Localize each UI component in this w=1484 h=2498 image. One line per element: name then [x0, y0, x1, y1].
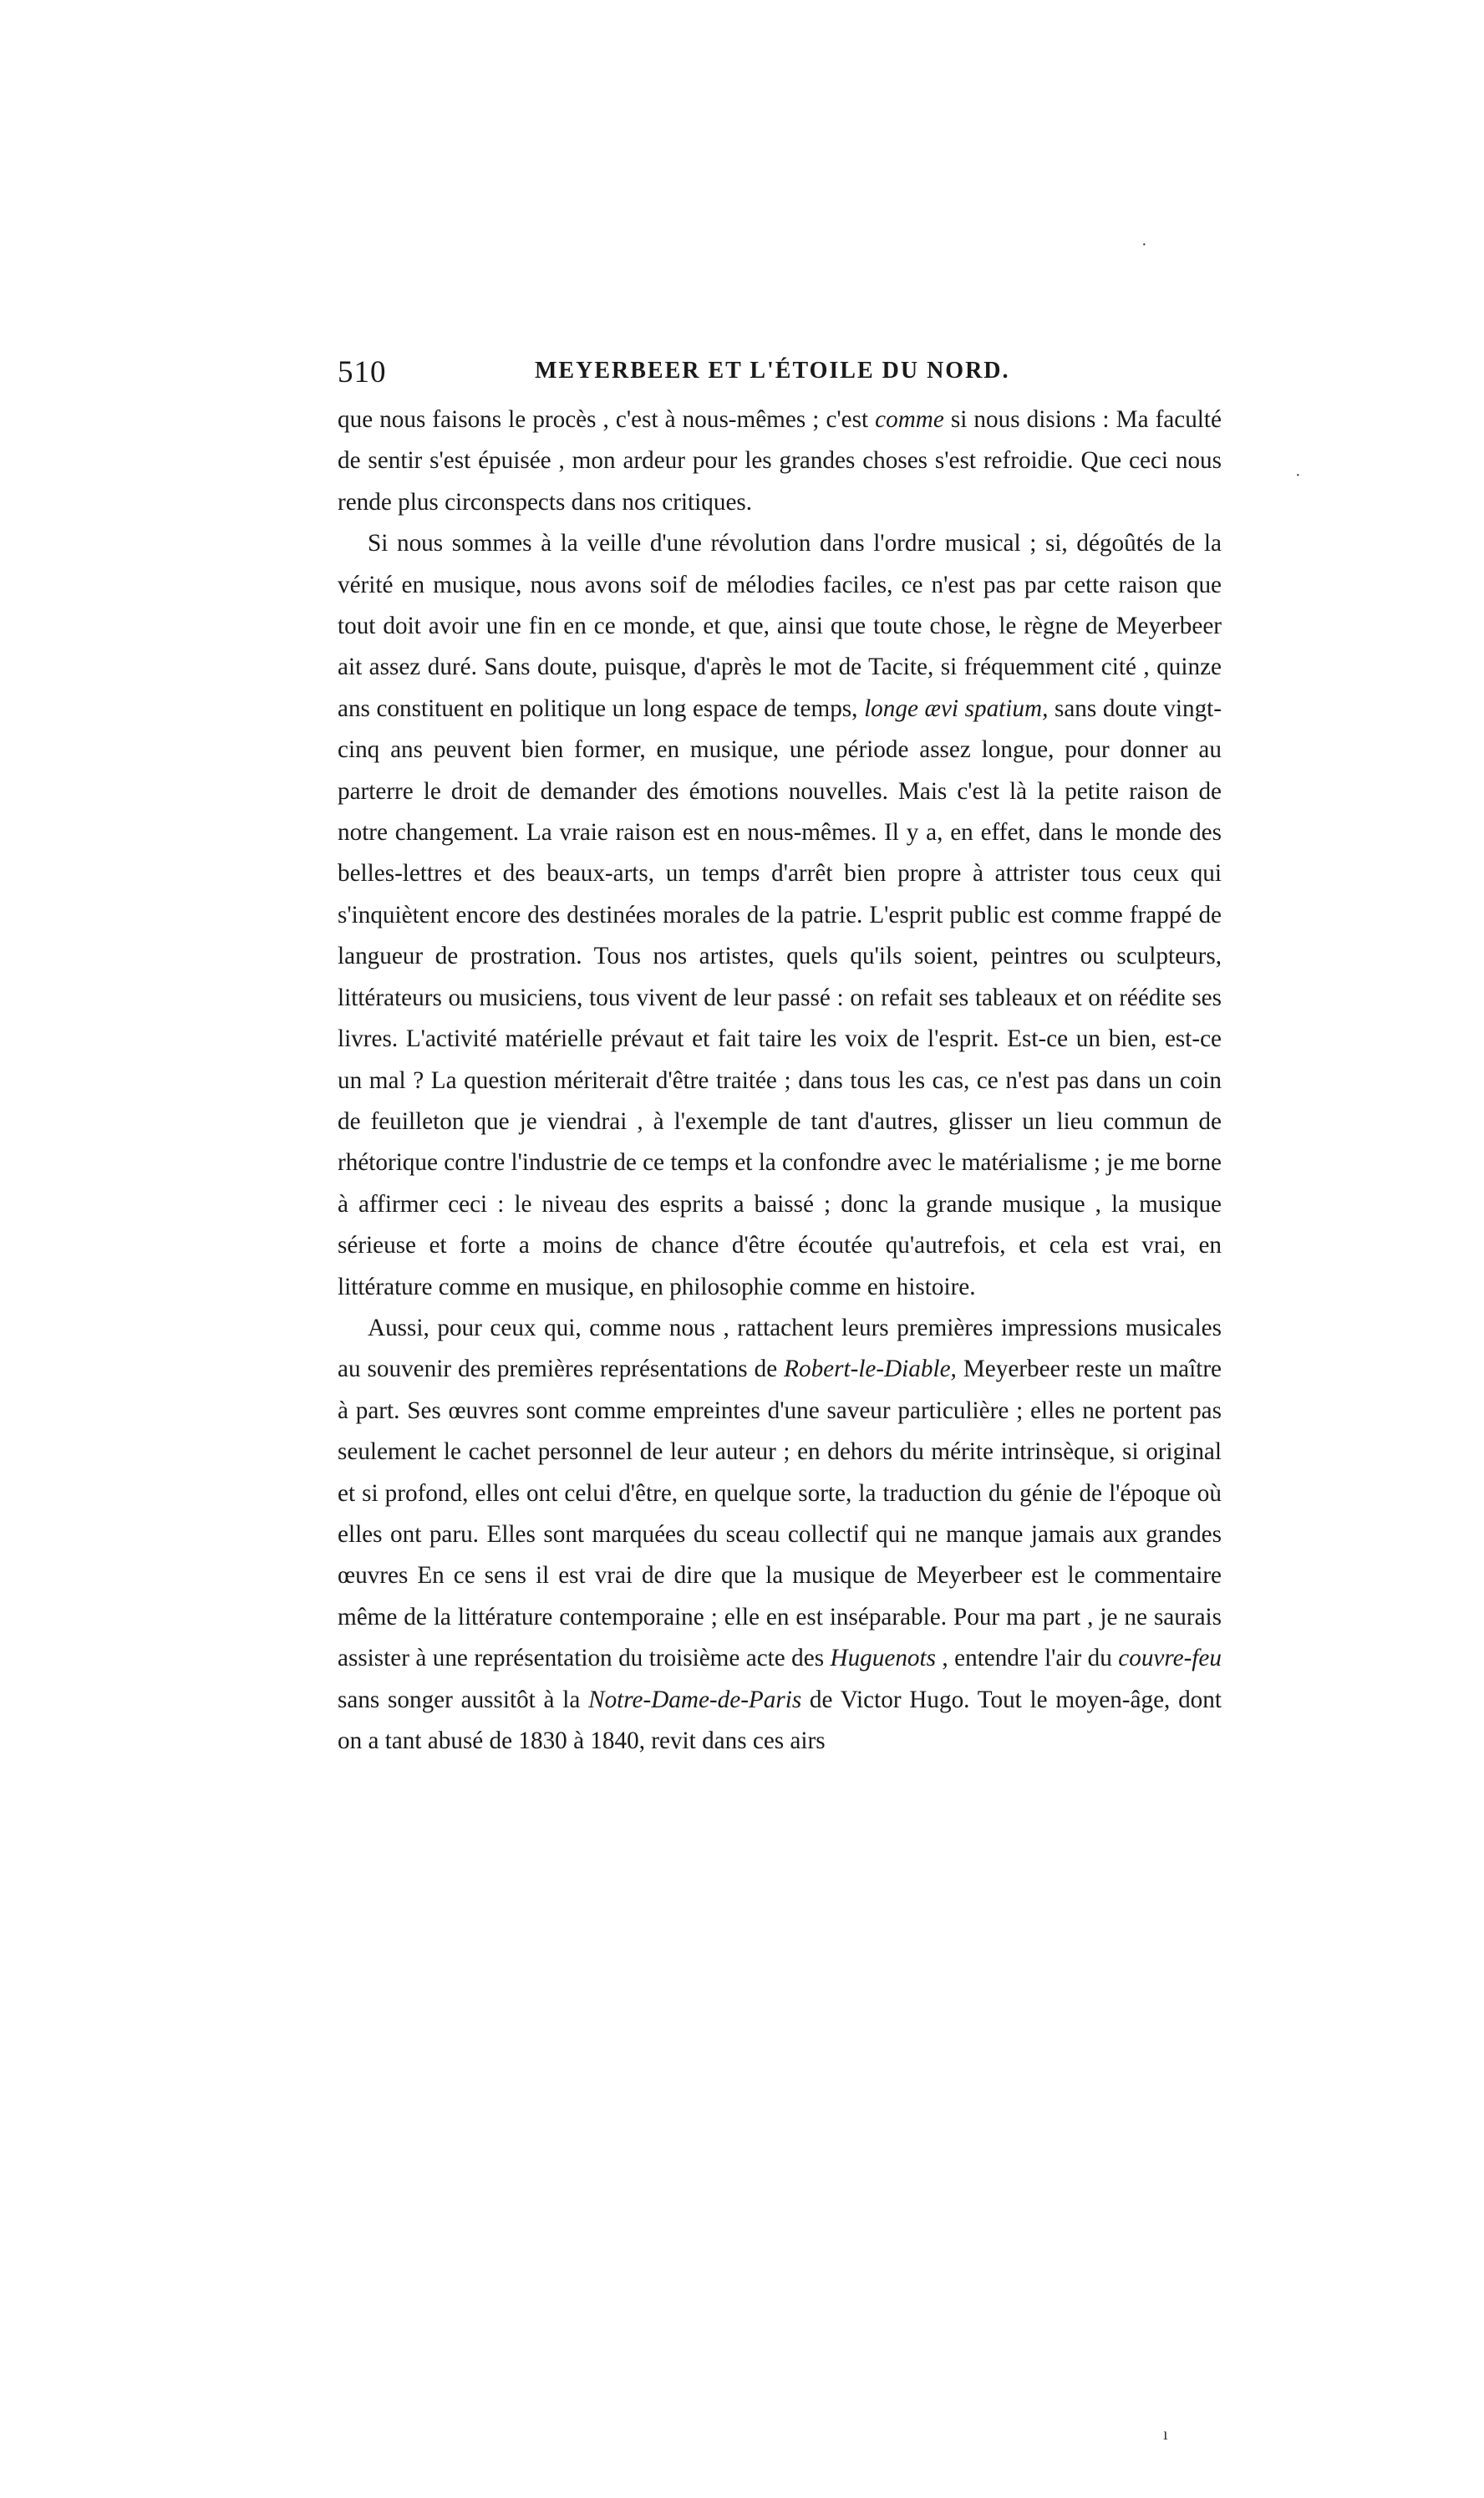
text-run: Meyerbeer reste un maître à part. Ses œuvres sont comme empreintes d'une saveur particulière ; elles ne portent pas seulement le cachet personnel de leur auteur ; en dehors du mérite intrinsèque, si original et si profond, elles ont celui d'être, en quelque sorte, la traduction du génie de l'époque où elles ont paru. Elles sont marquées du sceau collectif qui ne manque jamais aux grandes œuvres En ce sens il est vrai de dire que la musique de Meyerbeer est le commentaire même de la littérature contemporaine ; elle en est inséparable. Pour ma part , je ne saurais assister à une représentation du troisième acte des	[338, 1356, 1222, 1672]
text-run: , entendre l'air du	[935, 1645, 1119, 1672]
speck-mark: ·	[1141, 236, 1147, 254]
text-run: Si nous sommes à la veille d'une révolution dans l'ordre musical ; si, dégoûtés de la vérité en musique, nous avons soif de mélodies faciles, ce n'est pas par cette raison que tout doit avoir une fin en ce monde, et que, ainsi que toute chose, le règne de Meyerbeer ait assez duré. Sans doute, puisque, d'après le mot de Tacite, si fréquemment cité , quinze ans constituent en politique un long espace de temps,	[338, 530, 1222, 722]
running-title: MEYERBEER ET L'ÉTOILE DU NORD.	[535, 358, 1010, 384]
italic-run: Robert-le-Diable,	[784, 1356, 957, 1383]
body-text	[338, 399, 1222, 1762]
text-run: Aussi, pour ceux qui, comme nous , rattachent leurs premières impressions musicales au souvenir des premières représentations de	[338, 1314, 1222, 1383]
text-run: si nous disions : Ma faculté de sentir s'est épuisée , mon ardeur pour les grandes choses s'est refroidie. Que ceci nous rende plus circonspects dans nos critiques.	[338, 406, 1222, 516]
text-run: sans songer aussitôt à la	[338, 1686, 589, 1713]
italic-run: comme	[875, 406, 944, 433]
text-run: que nous faisons le procès , c'est à nous-mêmes ; c'est	[338, 406, 876, 433]
paragraph-2	[338, 523, 1222, 1308]
speck-mark: ı	[1163, 2425, 1168, 2444]
text-run: sans doute vingt-cinq ans peuvent bien former, en musique, une période assez longue, pour donner au parterre le droit de demander des émotions nouvelles. Mais c'est là la petite raison de notre changement. La vraie raison est en nous-mêmes. Il y a, en effet, dans le monde des belles-lettres et des beaux-arts, un temps d'arrêt bien propre à attrister tous ceux qui s'inquiètent encore des destinées morales de la patrie. L'esprit public est comme frappé de langueur de prostration. Tous nos artistes, quels qu'ils soient, peintres ou sculpteurs, littérateurs ou musiciens, tous vivent de leur passé : on refait ses tableaux et on réédite ses livres. L'activité matérielle prévaut et fait taire les voix de l'esprit. Est-ce un bien, est-ce un mal ? La question mériterait d'être traitée ; dans tous les cas, ce n'est pas dans un coin de feuilleton que je viendrai , à l'exemple de tant d'autres, glisser un lieu commun de rhétorique contre l'industrie de ce temps et la confondre avec le matérialisme ; je me borne à affirmer ceci : le niveau des esprits a baissé ; donc la grande musique , la musique sérieuse et forte a moins de chance d'être écoutée qu'autrefois, et cela est vrai, en littérature comme en musique, en philosophie comme en histoire.	[338, 694, 1222, 1300]
speck-mark: ·	[1295, 466, 1301, 485]
italic-run: Huguenots	[830, 1645, 936, 1672]
text-run: de Victor Hugo. Tout le moyen-âge, dont on a tant abusé de 1830 à 1840, revit dans ces airs	[338, 1686, 1222, 1754]
page-number: 510	[338, 355, 387, 389]
italic-run: Notre-Dame-de-Paris	[588, 1686, 802, 1713]
paragraph-1	[338, 399, 1222, 523]
italic-run: couvre-feu	[1118, 1645, 1222, 1672]
running-head	[338, 354, 1048, 401]
paragraph-3	[338, 1308, 1222, 1762]
italic-run: longe ævi spatium,	[864, 694, 1049, 722]
